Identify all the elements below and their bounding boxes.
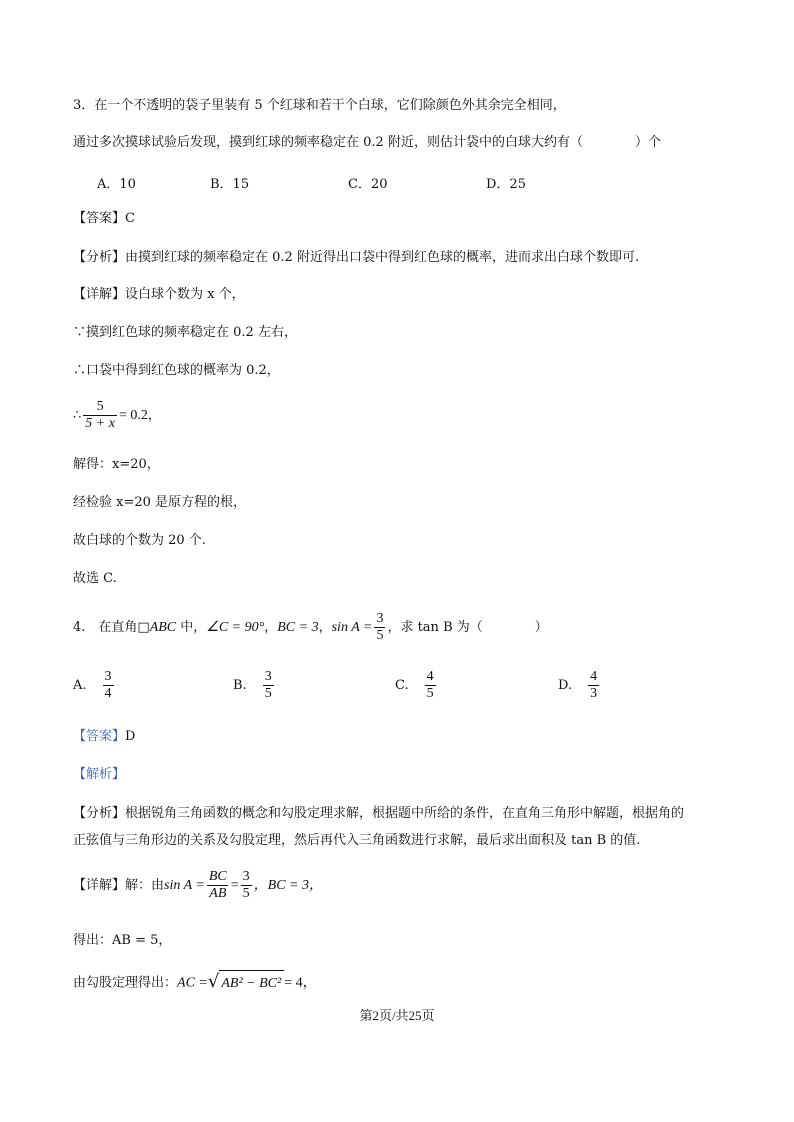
sin-fraction bbox=[374, 611, 385, 644]
q3-step2: ∴口袋中得到红色球的概率为 0.2， bbox=[73, 363, 280, 378]
q4-stem bbox=[73, 610, 548, 646]
option-fraction bbox=[103, 669, 114, 702]
bc-over-ab-fraction bbox=[207, 869, 229, 902]
q3-option-c: C．20 bbox=[348, 177, 388, 192]
answer-tag: 【答案】 bbox=[73, 729, 126, 744]
q3-option-b: B．15 bbox=[210, 177, 250, 192]
sqrt-expression bbox=[208, 970, 284, 996]
q4-stem-mid: 中， bbox=[176, 620, 207, 635]
q4-analysis-line2: 正弦值与三角形边的关系及勾股定理，然后再代入三角函数进行求解，最后求出面积及 tan B 的值. bbox=[73, 833, 641, 848]
option-fraction bbox=[588, 669, 599, 702]
detail-prefix: 解：由 bbox=[125, 878, 165, 893]
q4-stem-end: ，求 tan B 为（ ） bbox=[387, 620, 548, 635]
pythag-prefix: 由勾股定理得出： bbox=[73, 975, 178, 991]
fraction-denominator: 5 bbox=[264, 686, 272, 701]
analysis-tag: 【分析】 bbox=[73, 806, 126, 821]
sin-a-label: sin A = bbox=[331, 620, 373, 635]
fraction-denominator: 5 + x bbox=[85, 416, 115, 431]
q4-option-a bbox=[73, 668, 116, 704]
fraction-numerator: 3 bbox=[242, 869, 250, 884]
detail-tag: 【详解】 bbox=[73, 287, 126, 302]
q4-stem-start: 4. 在直角 bbox=[73, 620, 138, 635]
jiexi-tag: 【解析】 bbox=[73, 767, 126, 782]
equals-sign: = bbox=[230, 878, 239, 893]
triangle-symbol: □ bbox=[137, 620, 150, 635]
q3-answer bbox=[73, 210, 135, 228]
q4-answer bbox=[73, 728, 135, 746]
q3-option-a: A．10 bbox=[97, 177, 136, 192]
punctuation: ， bbox=[147, 408, 161, 423]
fraction bbox=[83, 399, 117, 432]
fraction-denominator: 5 bbox=[242, 886, 250, 901]
option-fraction bbox=[425, 669, 436, 702]
fraction-denominator: 3 bbox=[590, 686, 598, 701]
pythag-rhs: = 4， bbox=[284, 975, 317, 991]
q3-step7: 故选 C. bbox=[73, 571, 117, 586]
q3-step3 bbox=[73, 398, 161, 434]
fraction-denominator: AB bbox=[209, 886, 227, 901]
fraction-numerator: 4 bbox=[590, 669, 598, 684]
q4-jiexi bbox=[73, 766, 125, 784]
three-fifths-fraction bbox=[241, 869, 252, 902]
detail-tail: ，BC = 3， bbox=[253, 878, 324, 893]
bc-condition: BC = 3 bbox=[277, 620, 319, 635]
analysis-text: 根据锐角三角函数的概念和勾股定理求解，根据题中所给的条件，在直角三角形中解题，根据角的 bbox=[125, 806, 685, 821]
radicand: AB² − BC² bbox=[219, 970, 284, 996]
answer-value: C bbox=[125, 211, 135, 226]
q3-stem-line2: 通过多次摸球试验后发现，摸到红球的频率稳定在 0.2 附近，则估计袋中的白球大约有（ ）个 bbox=[73, 135, 661, 150]
q4-detail bbox=[73, 866, 323, 906]
fraction-denominator: 4 bbox=[104, 686, 112, 701]
fraction-numerator: 5 bbox=[96, 399, 104, 414]
equation-rhs: = 0.2 bbox=[118, 408, 148, 423]
fraction-denominator: 5 bbox=[426, 686, 434, 701]
answer-value: D bbox=[125, 729, 136, 744]
detail-text: 设白球个数为 x 个， bbox=[125, 287, 245, 302]
option-fraction bbox=[263, 669, 274, 702]
option-label: A. bbox=[73, 678, 87, 693]
q3-step4: 解得：x=20， bbox=[73, 457, 160, 472]
q4-pythagoras bbox=[73, 970, 317, 996]
q3-step1: ∵摸到红色球的频率稳定在 0.2 左右， bbox=[73, 325, 297, 340]
q3-step5: 经检验 x=20 是原方程的根， bbox=[73, 495, 247, 510]
detail-tag: 【详解】 bbox=[73, 878, 126, 893]
answer-tag: 【答案】 bbox=[73, 211, 126, 226]
triangle-name: ABC bbox=[149, 620, 177, 635]
comma: ， bbox=[318, 620, 332, 635]
radical-icon: √ bbox=[207, 971, 220, 992]
q3-option-d: D．25 bbox=[486, 177, 526, 192]
q4-option-b bbox=[233, 668, 276, 704]
q3-stem-line1: 3．在一个不透明的袋子里装有 5 个红球和若干个白球，它们除颜色外其余完全相同， bbox=[73, 98, 566, 113]
fraction-numerator: 3 bbox=[104, 669, 112, 684]
page-footer: 第2页/共25页 bbox=[359, 1008, 435, 1023]
option-label: B. bbox=[233, 678, 247, 693]
q4-option-c bbox=[395, 668, 438, 704]
comma: ， bbox=[264, 620, 278, 635]
angle-condition: ∠C = 90° bbox=[206, 620, 265, 635]
q4-get-ab: 得出：AB = 5， bbox=[73, 933, 172, 948]
option-label: D. bbox=[558, 678, 573, 693]
sin-a-label: sin A = bbox=[164, 878, 205, 893]
therefore-symbol: ∴ bbox=[73, 408, 82, 423]
analysis-text: 由摸到红球的频率稳定在 0.2 附近得出口袋中得到红色球的概率，进而求出白球个数即可. bbox=[125, 250, 640, 265]
fraction-numerator: BC bbox=[208, 869, 227, 884]
analysis-tag: 【分析】 bbox=[73, 250, 126, 265]
q3-detail bbox=[73, 286, 245, 304]
q4-option-d bbox=[558, 668, 601, 704]
fraction-numerator: 3 bbox=[376, 611, 384, 626]
pythag-lhs: AC = bbox=[177, 975, 208, 991]
q3-step6: 故白球的个数为 20 个. bbox=[73, 533, 206, 548]
option-label: C. bbox=[395, 678, 409, 693]
fraction-denominator: 5 bbox=[376, 628, 384, 643]
q3-analysis bbox=[73, 249, 639, 267]
fraction-numerator: 4 bbox=[426, 669, 434, 684]
fraction-numerator: 3 bbox=[264, 669, 272, 684]
q4-analysis-line1 bbox=[73, 805, 684, 823]
